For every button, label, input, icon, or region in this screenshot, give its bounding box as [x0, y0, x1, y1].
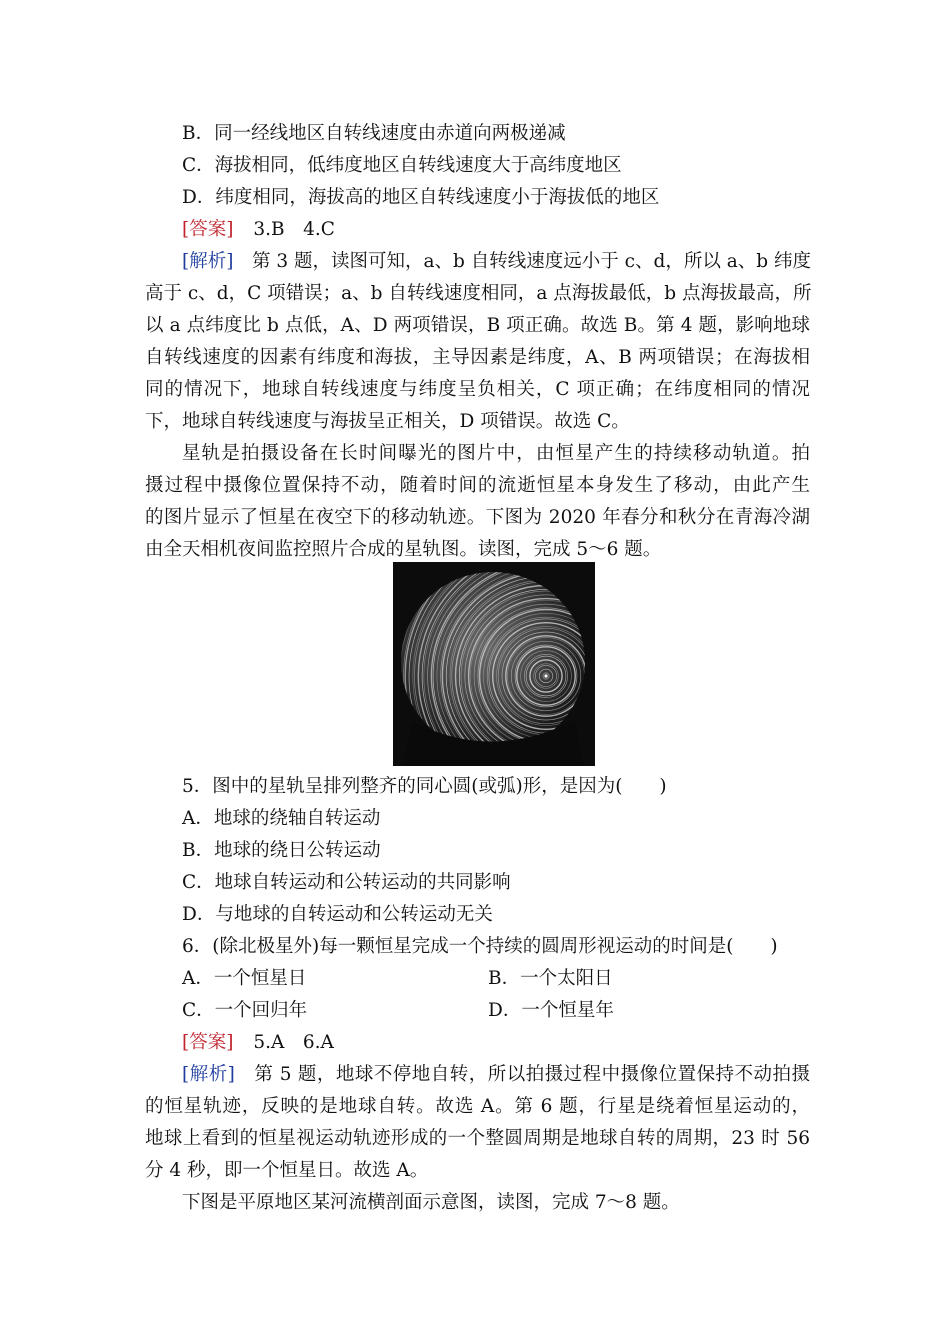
analysis-5-6-line-1: [182, 1059, 810, 1091]
q6-option-a: A．一个恒星日: [182, 968, 307, 989]
analysis-3-4-line-4: 自转线速度的因素有纬度和海拔，主导因素是纬度，A、B 两项错误；在海拔相: [145, 347, 810, 368]
q6-option-b: B．一个太阳日: [488, 968, 613, 989]
analysis-label: [解析]: [182, 251, 234, 272]
star-trail-photo: [393, 562, 595, 766]
analysis-5-6-line-4: 分 4 秒，即一个恒星日。故选 A。: [145, 1160, 429, 1181]
intro-5-6-line-2: 摄过程中摄像位置保持不动，随着时间的流逝恒星本身发生了移动，由此产生: [145, 475, 810, 496]
answer-label: [答案]: [182, 219, 234, 240]
analysis-3-4-line-6: 下，地球自转线速度与海拔呈正相关，D 项错误。故选 C。: [145, 411, 630, 432]
q6-options-row-2: [182, 995, 810, 1027]
q4-option-c: C．海拔相同，低纬度地区自转线速度大于高纬度地区: [182, 155, 622, 176]
q5-stem: 5．图中的星轨呈排列整齐的同心圆(或弧)形，是因为( ): [182, 776, 667, 797]
intro-7-8: 下图是平原地区某河流横剖面示意图，读图，完成 7～8 题。: [182, 1192, 680, 1213]
intro-5-6-line-4: 由全天相机夜间监控照片合成的星轨图。读图，完成 5～6 题。: [145, 539, 662, 560]
q6-stem: 6．(除北极星外)每一颗恒星完成一个持续的圆周形视运动的时间是( ): [182, 936, 778, 957]
intro-5-6-line-1: 星轨是拍摄设备在长时间曝光的图片中，由恒星产生的持续移动轨道。拍: [182, 443, 810, 464]
q4-option-b: B．同一经线地区自转线速度由赤道向两极递减: [182, 123, 566, 144]
analysis-5-6-line-3: 地球上看到的恒星视运动轨迹形成的一个整圆周期是地球自转的周期，23 时 56: [145, 1128, 810, 1149]
answer-label: [答案]: [182, 1032, 234, 1053]
analysis-5-6-line-2: 的恒星轨迹，反映的是地球自转。故选 A。第 6 题，行星是绕着恒星运动的，: [145, 1096, 810, 1117]
q6-options-row-1: [182, 963, 810, 995]
analysis-text: 第 3 题，读图可知，a、b 自转线速度远小于 c、d，所以 a、b 纬度: [251, 251, 811, 272]
analysis-3-4-line-3: 以 a 点纬度比 b 点低，A、D 两项错误，B 项正确。故选 B。第 4 题，影响地球: [145, 315, 810, 336]
q5-option-d: D．与地球的自转运动和公转运动无关: [182, 904, 493, 925]
q5-option-b: B．地球的绕日公转运动: [182, 840, 381, 861]
analysis-3-4-line-5: 同的情况下，地球自转线速度与纬度呈负相关，C 项正确；在纬度相同的情况: [145, 379, 810, 400]
analysis-label: [解析]: [182, 1064, 235, 1085]
star-trail-image: [393, 562, 595, 766]
answer-text: 5.A 6.A: [253, 1032, 334, 1053]
q4-option-d: D．纬度相同，海拔高的地区自转线速度小于海拔低的地区: [182, 187, 660, 208]
answer-text: 3.B 4.C: [253, 219, 335, 240]
answer-3-4: [182, 214, 810, 246]
intro-5-6-line-3: 的图片显示了恒星在夜空下的移动轨迹。下图为 2020 年春分和秋分在青海冷湖: [145, 507, 810, 528]
q5-option-a: A．地球的绕轴自转运动: [182, 808, 381, 829]
analysis-text: 第 5 题，地球不停地自转，所以拍摄过程中摄像位置保持不动拍摄: [254, 1064, 810, 1085]
analysis-3-4-line-2: 高于 c、d，C 项错误；a、b 自转线速度相同，a 点海拔最低，b 点海拔最高，所: [145, 283, 812, 304]
answer-5-6: [182, 1027, 810, 1059]
analysis-3-4-line-1: [182, 246, 810, 278]
q5-option-c: C．地球自转运动和公转运动的共同影响: [182, 872, 511, 893]
q6-option-d: D．一个恒星年: [488, 1000, 614, 1021]
q6-option-c: C．一个回归年: [182, 1000, 308, 1021]
